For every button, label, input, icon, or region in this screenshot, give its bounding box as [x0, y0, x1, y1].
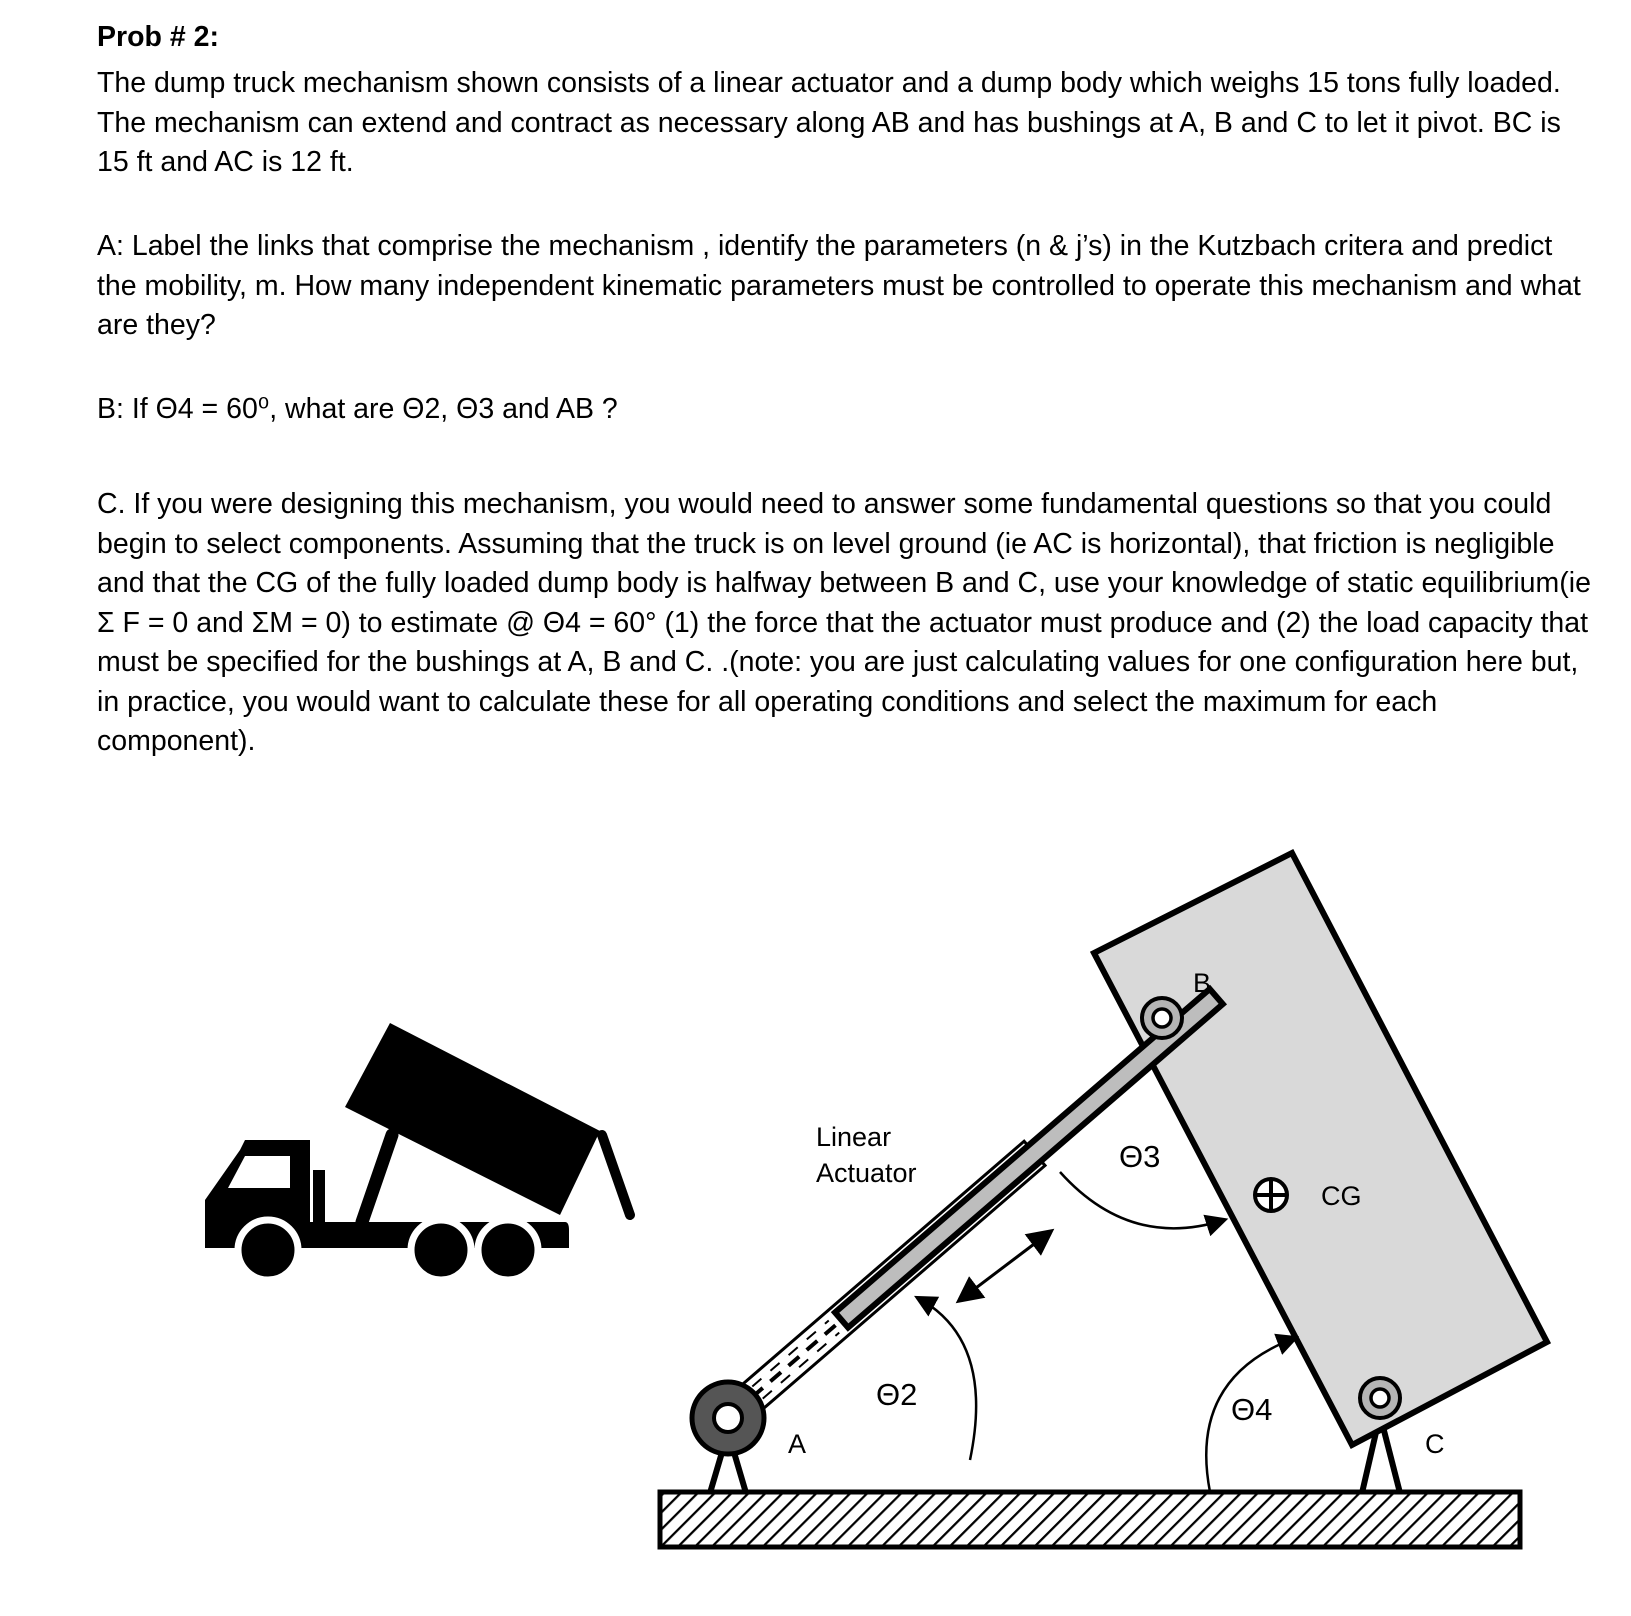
cg-symbol-icon: [1255, 1179, 1287, 1211]
actuator-label-line1: Linear: [816, 1122, 892, 1152]
problem-heading: Prob # 2:: [97, 21, 219, 53]
theta3-arc: [1060, 1172, 1224, 1228]
actuator-label-line2: Actuator: [816, 1158, 917, 1188]
theta2-arc: [918, 1298, 976, 1460]
ground: [660, 1492, 1520, 1547]
bushing-b: [1142, 998, 1182, 1038]
point-a-label: A: [788, 1429, 807, 1459]
part-b-question: B: If Θ4 = 60⁰, what are Θ2, Θ3 and AB ?: [97, 393, 618, 425]
theta4-label: Θ4: [1231, 1392, 1273, 1427]
part-c-question: C. If you were designing this mechanism, you would need to answer some fundamental questions so that you could begin to select components. Assuming that the truck is on level ground (ie AC is horizontal), that friction is negligible and that the CG of the fully loaded dump body is halfway between B and C, use your knowledge of static equilibrium(ie Σ F = 0 and ΣM = 0) to estimate @ Θ4 = 60° (1) the force that the actuator must produce and (2) the load capacity that must be specified for the bushings at A, B and C. .(note: you are just calculating values for one configuration here but, in practice, you would want to calculate these for all operating conditions and select the maximum for each component).: [97, 488, 1591, 757]
extension-arrow: [960, 1232, 1050, 1300]
point-b-label: B: [1193, 968, 1212, 998]
theta3-label: Θ3: [1119, 1139, 1161, 1174]
linear-actuator: [718, 984, 1227, 1430]
bushing-c: [1360, 1378, 1400, 1418]
cg-label: CG: [1321, 1181, 1362, 1211]
part-a-question: A: Label the links that comprise the mechanism , identify the parameters (n & j’s) in the Kutzbach critera and predict the mobility, m. How many independent kinematic parameters must be controlled to operate this mechanism and what are they?: [97, 230, 1581, 341]
point-c-label: C: [1425, 1429, 1445, 1459]
dump-truck-icon: [205, 1023, 630, 1280]
problem-intro: The dump truck mechanism shown consists of a linear actuator and a dump body which weighs 15 tons fully loaded. The mechanism can extend and contract as necessary along AB and has bushings at A, B and C to let it pivot. BC is 15 ft and AC is 12 ft.: [97, 67, 1561, 178]
bushing-a: [692, 1382, 764, 1454]
dump-body: [1094, 853, 1547, 1445]
theta2-label: Θ2: [876, 1377, 918, 1412]
